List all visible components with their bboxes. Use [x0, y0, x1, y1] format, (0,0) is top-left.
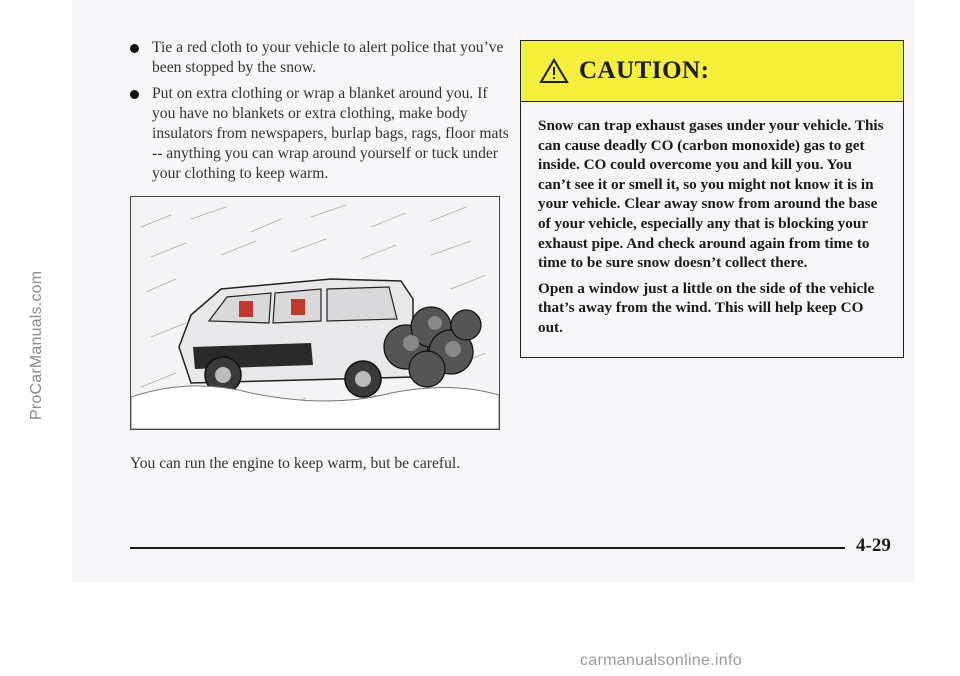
- body-text-caption: You can run the engine to keep warm, but be careful.: [130, 455, 461, 472]
- warning-triangle-icon: [539, 58, 569, 84]
- bullet-item: [130, 84, 510, 184]
- footer-rule: [130, 547, 845, 549]
- bottom-watermark: carmanualsonline.info: [580, 652, 742, 669]
- bullet-item: [130, 38, 510, 78]
- caution-title: CAUTION:: [579, 57, 710, 84]
- bullet-dot-icon: [130, 44, 139, 53]
- caution-paragraph: Open a window just a little on the side of the vehicle that’s away from the wind. This will help keep CO out.: [538, 279, 875, 336]
- caution-paragraph: Snow can trap exhaust gases under your vehicle. This can cause deadly CO (carbon monoxide) gas to get inside. CO could overcome you and kill you. You can’t see it or smell it, so you might not know it is in your vehicle. Clear away snow from around the base of your vehicle, especially any that is blocking your exhaust pipe. And check around again from time to time to be sure snow doesn’t collect there.: [538, 117, 884, 272]
- page-number: 4-29: [856, 535, 891, 556]
- bullet-text: Put on extra clothing or wrap a blanket around you. If you have no blankets or extra clothing, make body insulators from newspapers, burlap bags, rags, floor mats -- anything you can wrap around yourself or tuck under your clothing to keep warm.: [152, 85, 509, 182]
- caution-box: [520, 40, 904, 358]
- snowbound-vehicle-illustration: [130, 196, 500, 430]
- bullet-text: Tie a red cloth to your vehicle to alert police that you’ve been stopped by the snow.: [152, 39, 504, 76]
- bullet-dot-icon: [130, 90, 139, 99]
- side-watermark: ProCarManuals.com: [28, 270, 45, 420]
- caution-header: [521, 41, 903, 102]
- caution-body: [521, 102, 903, 338]
- vehicle-in-snow-drawing: [131, 197, 499, 429]
- bullet-list: [130, 38, 510, 190]
